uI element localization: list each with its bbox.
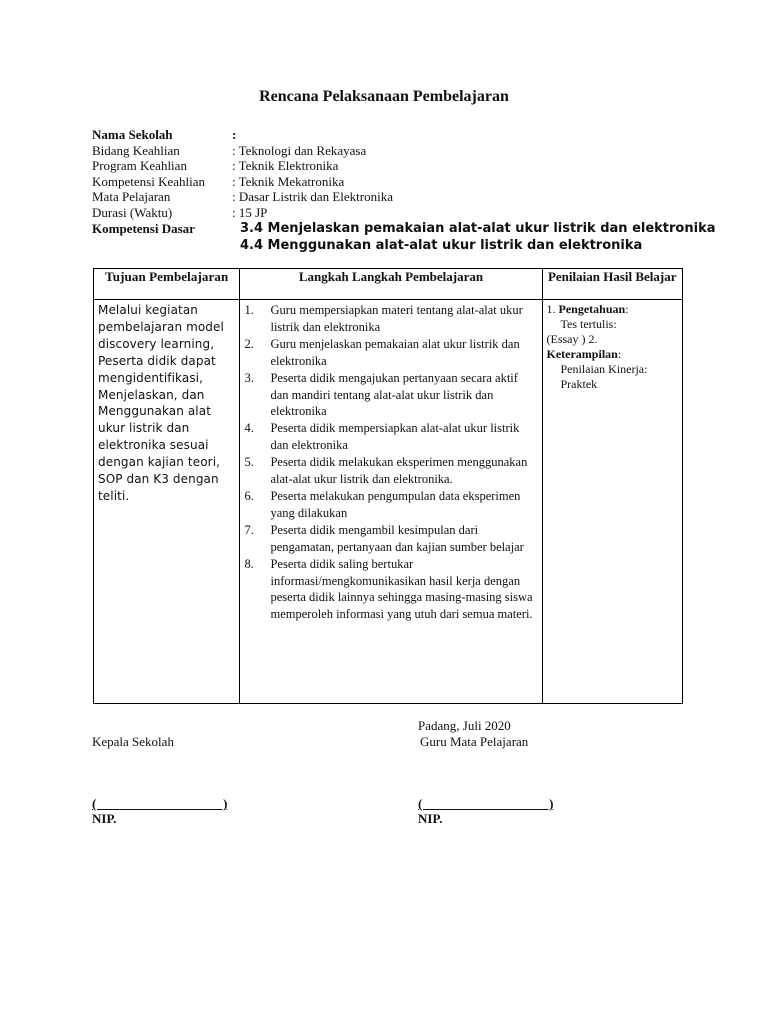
info-row-mata-pelajaran <box>92 189 393 205</box>
info-value: : Teknik Mekatronika <box>232 173 345 189</box>
info-row-bidang-keahlian <box>92 143 393 159</box>
steps-list <box>244 302 537 623</box>
step-text: Guru mempersiapkan materi tentang alat-alat ukur listrik dan elektronika <box>270 303 523 334</box>
info-label: Nama Sekolah <box>92 127 173 142</box>
step-text: Peserta didik mengambil kesimpulan dari pengamatan, pertanyaan dan kajian sumber belajar <box>270 522 524 554</box>
table-header-row <box>94 269 683 300</box>
kompetensi-dasar-list <box>240 220 716 254</box>
tujuan-cell: Melalui kegiatan pembelajaran model discovery learning, Peserta didik dapat mengidentifikasi, Menjelaskan, dan Menggunakan alat ukur listrik dan elektronika sesuai dengan kajian teori, SOP dan K3 dengan teliti. <box>94 300 240 704</box>
info-row-nama-sekolah <box>92 127 393 143</box>
kompetensi-dasar-item: 4.4 Menggunakan alat-alat ukur listrik dan elektronika <box>240 238 643 253</box>
info-value: : 15 JP <box>232 204 268 220</box>
info-label: Program Keahlian <box>92 158 187 174</box>
list-item: 4. Peserta didik mempersiapkan alat-alat ukur listrik dan elektronika <box>244 420 537 454</box>
learning-plan-table <box>93 268 683 704</box>
step-text: Guru menjelaskan pemakaian alat ukur listrik dan elektronika <box>270 336 520 368</box>
nip-right: NIP. <box>418 811 443 826</box>
list-item: 3. Peserta didik mengajukan pertanyaan secara aktif dan mandiri tentang alat-alat ukur listrik dan elektronika <box>244 370 537 421</box>
nip-left: NIP. <box>92 811 117 826</box>
info-label: Mata Pelajaran <box>92 189 171 205</box>
right-role: Guru Mata Pelajaran <box>420 734 529 749</box>
step-text: Peserta melakukan pengumpulan data eksperimen yang dilakukan <box>270 488 521 520</box>
info-value: : Teknik Elektronika <box>232 158 339 174</box>
list-item: 1. Guru mempersiapkan materi tentang alat-alat ukur listrik dan elektronika <box>244 302 537 336</box>
left-role: Kepala Sekolah <box>92 734 174 749</box>
step-text: Peserta didik melakukan eksperimen menggunakan alat-alat ukur listrik dan elektronika. <box>270 455 528 487</box>
info-label: Kompetensi Dasar <box>92 220 195 236</box>
step-text: Peserta didik mempersiapkan alat-alat ukur listrik dan elektronika <box>270 421 520 453</box>
header-tujuan: Tujuan Pembelajaran <box>94 269 240 300</box>
pengetahuan-line: 1. Pengetahuan: <box>546 302 629 316</box>
header-langkah: Langkah Langkah Pembelajaran <box>240 269 542 300</box>
praktek: Praktek <box>560 377 598 391</box>
keterampilan-line: Keterampilan: <box>546 347 622 361</box>
pengetahuan-label: Pengetahuan <box>558 302 626 316</box>
list-item: 8. Peserta didik saling bertukar informasi/mengkomunikasikan hasil kerja dengan peserta didik lainnya sehingga masing-masing siswa memperoleh informasi yang utuh dari semua materi. <box>244 556 537 624</box>
keterampilan-label: Keterampilan <box>546 347 618 361</box>
table-row <box>94 300 683 704</box>
info-label: Durasi (Waktu) <box>92 204 173 220</box>
info-row-program-keahlian <box>92 158 393 174</box>
info-value: : Teknologi dan Rekayasa <box>232 142 367 158</box>
right-signature-line: ( ) <box>418 796 554 811</box>
info-label: Bidang Keahlian <box>92 142 180 158</box>
tes-tertulis: Tes tertulis: <box>560 317 617 331</box>
left-signature-line: ( ) <box>92 796 228 811</box>
list-item: 2. Guru menjelaskan pemakaian alat ukur listrik dan elektronika <box>244 336 537 370</box>
info-row-durasi <box>92 205 393 221</box>
essay-line: (Essay ) 2. <box>546 332 598 346</box>
place-date: Padang, Juli 2020 <box>418 718 511 733</box>
step-text: Peserta didik mengajukan pertanyaan secara aktif dan mandiri tentang alat-alat ukur listrik dan elektronika <box>270 370 518 419</box>
info-label: Kompetensi Keahlian <box>92 173 205 189</box>
page-title: Rencana Pelaksanaan Pembelajaran <box>259 88 509 105</box>
info-row-kompetensi-keahlian <box>92 174 393 190</box>
penilaian-kinerja: Penilaian Kinerja: <box>560 362 648 376</box>
info-value: : Dasar Listrik dan Elektronika <box>232 189 394 205</box>
info-value: : <box>232 127 237 142</box>
list-item: 7. Peserta didik mengambil kesimpulan dari pengamatan, pertanyaan dan kajian sumber belajar <box>244 522 537 556</box>
langkah-cell <box>240 300 542 704</box>
step-text: Peserta didik saling bertukar informasi/mengkomunikasikan hasil kerja dengan peserta didik lainnya sehingga masing-masing siswa memperoleh informasi yang utuh dari semua materi. <box>270 556 533 622</box>
penilaian-cell <box>542 300 683 704</box>
header-penilaian: Penilaian Hasil Belajar <box>542 269 683 300</box>
kompetensi-dasar-item: 3.4 Menjelaskan pemakaian alat-alat ukur listrik dan elektronika <box>240 221 716 236</box>
list-item: 5. Peserta didik melakukan eksperimen menggunakan alat-alat ukur listrik dan elektronika. <box>244 454 537 488</box>
list-item: 6. Peserta melakukan pengumpulan data eksperimen yang dilakukan <box>244 488 537 522</box>
